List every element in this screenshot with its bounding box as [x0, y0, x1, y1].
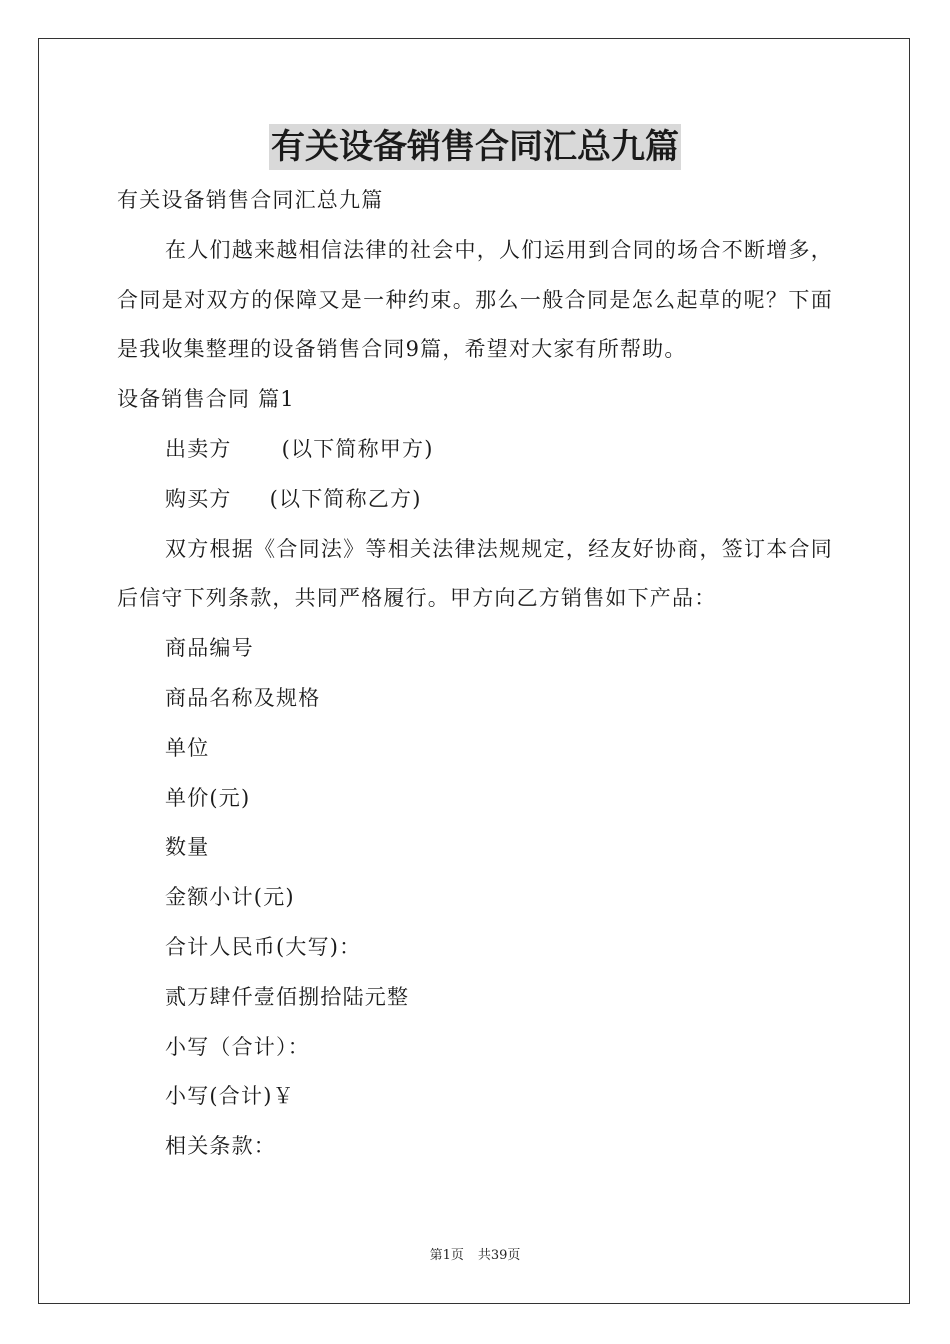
field-total-lowercase-label: 小写（合计）：: [165, 1034, 310, 1059]
field-total-lowercase-yuan: 小写(合计)￥: [165, 1084, 295, 1109]
field-unit: 单位: [165, 735, 210, 760]
title-container: [0, 124, 950, 170]
seller-line: [117, 425, 833, 475]
page-footer: [0, 1247, 950, 1265]
field-quantity: 数量: [165, 835, 210, 860]
field-subtotal: 金额小计(元): [165, 885, 295, 910]
page-number-current: 第1页: [429, 1248, 464, 1263]
seller-label: 出卖方: [165, 436, 232, 461]
buyer-line: [117, 475, 833, 525]
section-heading: 设备销售合同 篇1: [117, 387, 295, 412]
document-subtitle: 有关设备销售合同汇总九篇: [117, 188, 384, 212]
field-total-uppercase-value: 贰万肆仟壹佰捌拾陆元整: [165, 984, 410, 1009]
field-related-terms: 相关条款：: [165, 1134, 276, 1159]
field-product-name: 商品名称及规格: [165, 685, 321, 710]
seller-note: (以下简称甲方): [281, 436, 434, 461]
page-number-total: 共39页: [477, 1248, 521, 1263]
field-unit-price: 单价(元): [165, 785, 251, 810]
document-body: [117, 176, 833, 1172]
buyer-label: 购买方: [165, 486, 232, 511]
document-title: 有关设备销售合同汇总九篇: [269, 124, 681, 170]
buyer-note: (以下简称乙方): [269, 486, 422, 511]
agreement-paragraph: 双方根据《合同法》等相关法律法规规定，经友好协商，签订本合同后信守下列条款，共同严格履行。甲方向乙方销售如下产品：: [117, 536, 833, 611]
field-total-uppercase-label: 合计人民币(大写)：: [165, 934, 362, 959]
field-product-code: 商品编号: [165, 636, 254, 661]
intro-paragraph: 在人们越来越相信法律的社会中，人们运用到合同的场合不断增多，合同是对双方的保障又是一种约束。那么一般合同是怎么起草的呢？下面是我收集整理的设备销售合同9篇，希望对大家有所帮助。: [117, 237, 833, 362]
